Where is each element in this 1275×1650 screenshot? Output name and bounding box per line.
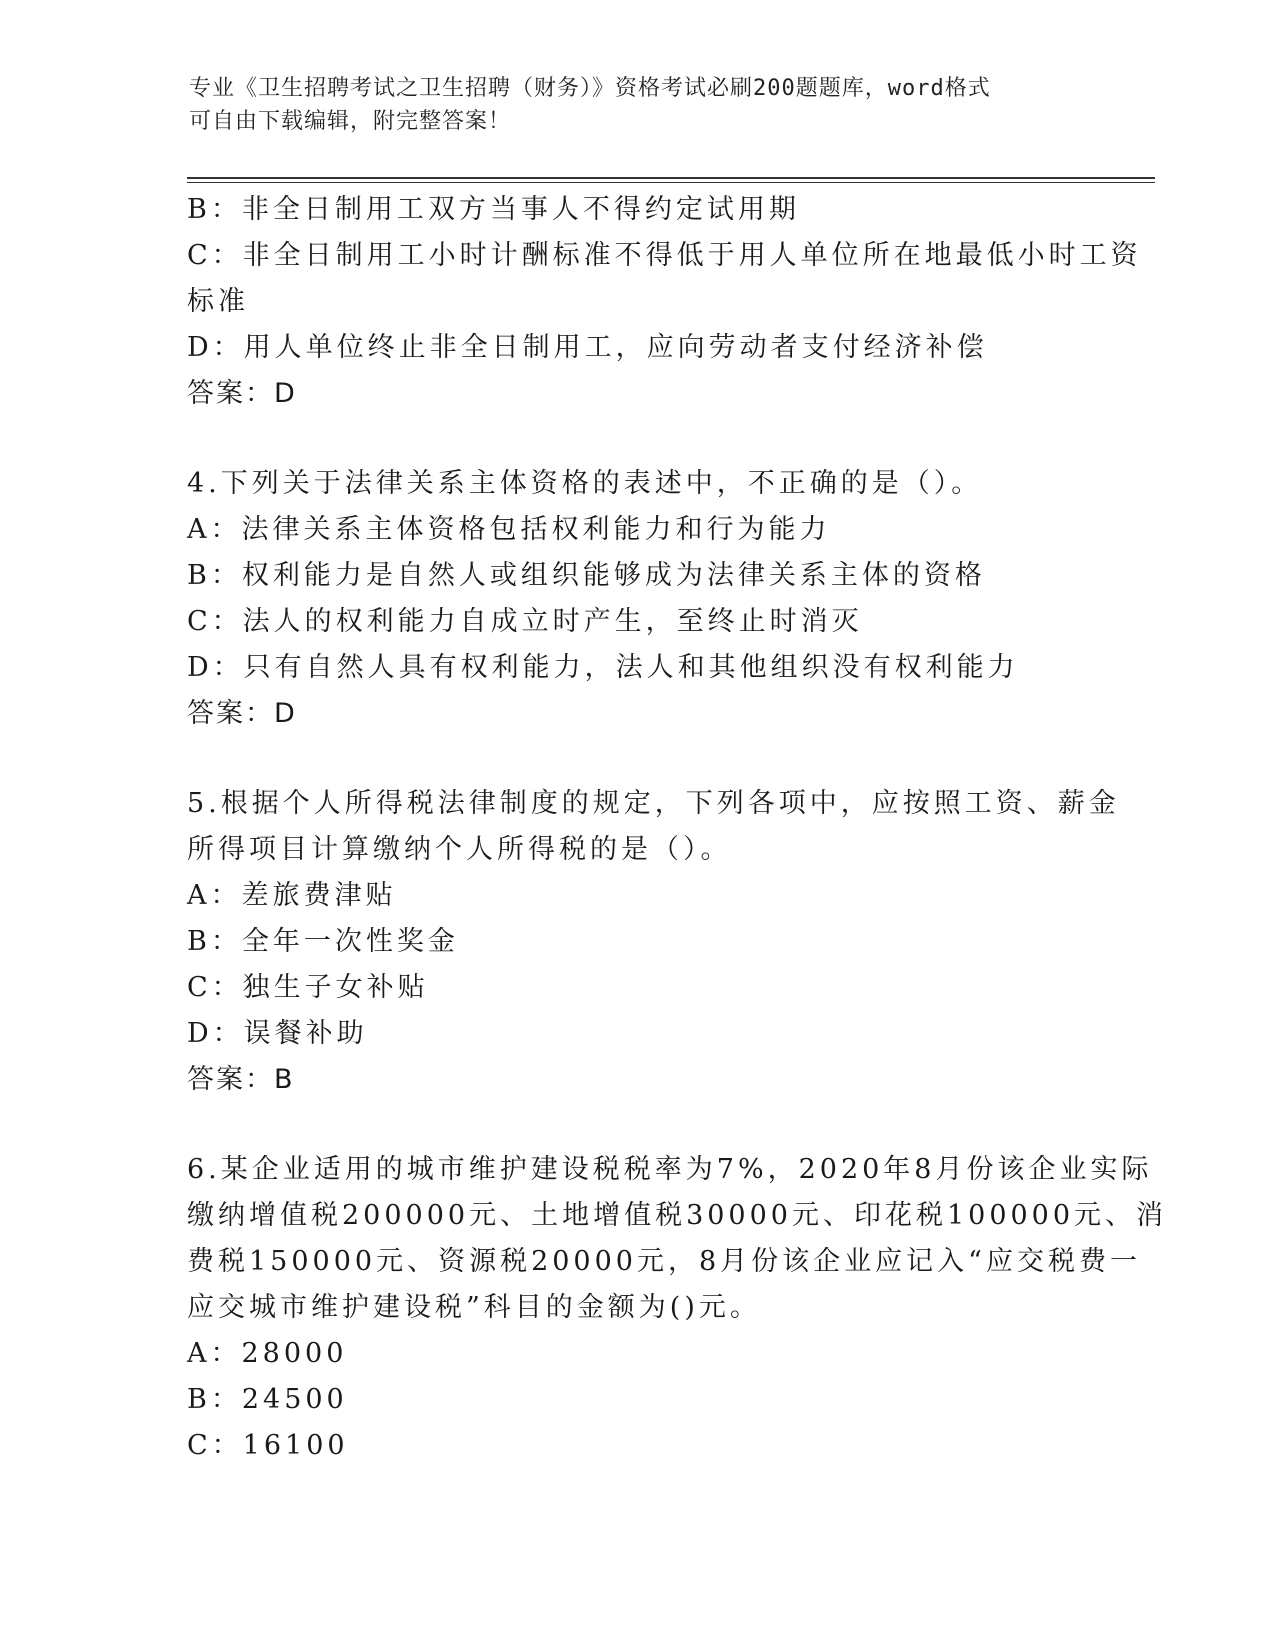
header-line-2: 可自由下载编辑，附完整答案！ (189, 109, 512, 134)
option-c-continued: 标准 (187, 286, 249, 317)
option-label: B： (187, 560, 242, 591)
spacer (187, 1103, 1087, 1147)
question-number: 5. (187, 788, 221, 819)
question-stem-continued: 缴纳增值税200000元、土地增值税30000元、印花税100000元、消 (187, 1200, 1168, 1231)
option-label: B： (187, 926, 242, 957)
question-number: 6. (187, 1154, 221, 1185)
answer-value: D (274, 378, 297, 409)
answer-line (187, 1057, 1087, 1103)
option-b (187, 1377, 1087, 1423)
option-text: 只有自然人具有权利能力，法人和其他组织没有权利能力 (243, 652, 1019, 683)
option-d (187, 1011, 1087, 1057)
option-text: 误餐补助 (243, 1018, 368, 1049)
question-number: 4. (187, 468, 221, 499)
option-label: A： (187, 1338, 242, 1369)
document-header (189, 72, 1069, 138)
option-label: D： (187, 652, 244, 683)
option-text: 非全日制用工双方当事人不得约定试用期 (241, 194, 800, 225)
option-b (187, 553, 1087, 599)
option-label: D： (187, 332, 244, 363)
answer-line (187, 371, 1087, 417)
option-text: 用人单位终止非全日制用工，应向劳动者支付经济补偿 (243, 332, 988, 363)
option-label: C： (187, 972, 243, 1003)
option-text: 法律关系主体资格包括权利能力和行为能力 (241, 514, 831, 545)
option-c (187, 965, 1087, 1011)
option-label: A： (187, 514, 242, 545)
option-d (187, 645, 1087, 691)
option-label: C： (187, 606, 243, 637)
question-stem (187, 1147, 1153, 1193)
question-5 (187, 781, 1120, 1103)
option-text: 28000 (241, 1338, 348, 1369)
answer-line (187, 691, 1087, 737)
option-text: 非全日制用工小时计酬标准不得低于用人单位所在地最低小时工资 (242, 240, 1142, 271)
answer-value: B (274, 1064, 295, 1095)
question-text: 根据个人所得税法律制度的规定，下列各项中，应按照工资、薪金 (220, 788, 1120, 819)
option-text: 差旅费津贴 (241, 880, 397, 911)
question-3 (187, 187, 1142, 417)
question-list (187, 187, 1168, 1469)
answer-label: 答案： (187, 1064, 274, 1095)
option-text: 权利能力是自然人或组织能够成为法律关系主体的资格 (241, 560, 986, 591)
option-text: 全年一次性奖金 (241, 926, 459, 957)
option-label: C： (187, 1430, 243, 1461)
spacer (187, 417, 1087, 461)
option-text: 24500 (241, 1384, 348, 1415)
option-label: A： (187, 880, 242, 911)
header-rule-thick (187, 177, 1155, 179)
header-line-1: 专业《卫生招聘考试之卫生招聘（财务）》资格考试必刷200题题库，word格式 (189, 76, 991, 101)
spacer (187, 737, 1087, 781)
question-text: 下列关于法律关系主体资格的表述中，不正确的是（）。 (220, 468, 983, 499)
option-a (187, 507, 1087, 553)
option-text: 16100 (242, 1430, 349, 1461)
answer-label: 答案： (187, 378, 274, 409)
question-stem-continued: 费税150000元、资源税20000元，8月份该企业应记入“应交税费一 (187, 1246, 1141, 1277)
option-label: B： (187, 1384, 242, 1415)
option-d (187, 325, 1087, 371)
question-6 (187, 1147, 1168, 1469)
option-b (187, 187, 1087, 233)
option-text: 独生子女补贴 (242, 972, 429, 1003)
option-a (187, 1331, 1087, 1377)
option-label: B： (187, 194, 242, 225)
question-stem-continued: 应交城市维护建设税”科目的金额为()元。 (187, 1292, 761, 1323)
question-stem (187, 781, 1120, 827)
answer-value: D (274, 698, 297, 729)
option-a (187, 873, 1087, 919)
option-c (187, 599, 1087, 645)
answer-label: 答案： (187, 698, 274, 729)
header-rule-thin (187, 182, 1155, 183)
option-label: D： (187, 1018, 244, 1049)
question-4 (187, 461, 1087, 737)
question-text: 某企业适用的城市维护建设税税率为7%，2020年8月份该企业实际 (220, 1154, 1153, 1185)
question-stem (187, 461, 1087, 507)
option-text: 法人的权利能力自成立时产生，至终止时消灭 (242, 606, 863, 637)
option-b (187, 919, 1087, 965)
question-stem-continued: 所得项目计算缴纳个人所得税的是（）。 (187, 834, 732, 865)
option-c (187, 1423, 1087, 1469)
option-c (187, 233, 1142, 279)
option-label: C： (187, 240, 243, 271)
